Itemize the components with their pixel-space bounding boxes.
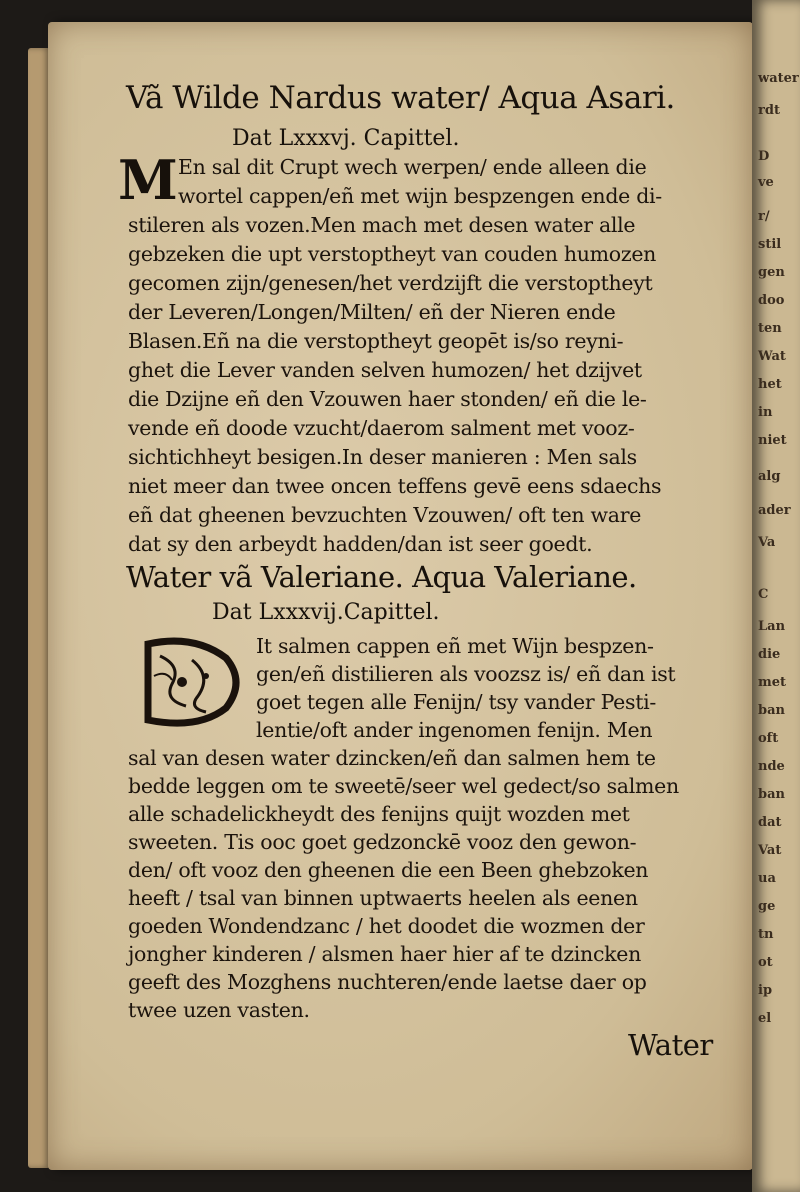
text-line: ghet die Lever vanden selven humozen/ het dzijvet: [128, 358, 642, 382]
section-heading-wilde-nardus: Vã Wilde Nardus water/ Aqua Asari.: [126, 80, 675, 116]
adjacent-page-fragment: C: [758, 587, 769, 602]
adjacent-page-fragment: in: [758, 405, 773, 420]
text-line: goet tegen alle Fenijn/ tsy vander Pesti-: [256, 690, 657, 714]
adjacent-page-fragment: tn: [758, 927, 774, 942]
adjacent-page-fragment: ban: [758, 703, 785, 718]
adjacent-page-fragment: met: [758, 675, 787, 690]
text-line: bedde leggen om te sweetē/seer wel gedect/so salmen: [128, 774, 679, 798]
adjacent-page-fragment: ip: [758, 983, 773, 998]
section-heading-valeriane: Water vã Valeriane. Aqua Valeriane.: [126, 560, 637, 594]
text-line: die Dzijne eñ den Vzouwen haer stonden/ eñ die le-: [128, 387, 647, 411]
text-line: stileren als vozen.Men mach met desen water alle: [128, 213, 636, 237]
adjacent-page-fragment: Vat: [758, 843, 782, 858]
adjacent-page-fragment: ua: [758, 871, 776, 886]
adjacent-page-fragment: dat: [758, 815, 782, 830]
text-line: dat sy den arbeydt hadden/dan ist seer goedt.: [128, 532, 593, 556]
text-line: It salmen cappen eñ met Wijn bespzen-: [256, 634, 654, 658]
chapter-heading-86: Dat Lxxxvj. Capittel.: [232, 126, 460, 151]
drop-cap-m: M: [118, 148, 178, 212]
adjacent-page-fragment: het: [758, 377, 782, 392]
catchword: Water: [628, 1028, 713, 1062]
page-edge: [28, 48, 50, 1168]
text-line: goeden Wondendzanc / het doodet die wozmen der: [128, 914, 645, 938]
text-line: vende eñ doode vzucht/daerom salment met vooz-: [128, 416, 635, 440]
text-line: eñ dat gheenen bevzuchten Vzouwen/ oft ten ware: [128, 503, 642, 527]
text-line: alle schadelickheydt des fenijns quijt wozden met: [128, 802, 630, 826]
adjacent-page-fragment: ot: [758, 955, 773, 970]
adjacent-page-fragment: Lan: [758, 619, 786, 634]
text-line: geeft des Mozghens nuchteren/ende laetse daer op: [128, 970, 647, 994]
ornamental-drop-cap-d: [142, 636, 246, 728]
adjacent-page-fragment: alg: [758, 469, 781, 484]
text-line: sweeten. Tis ooc goet gedzonckē vooz den gewon-: [128, 830, 637, 854]
adjacent-page-fragment: ban: [758, 787, 785, 802]
adjacent-page-fragment: nde: [758, 759, 785, 774]
adjacent-page-fragment: niet: [758, 433, 787, 448]
adjacent-page-fragment: r/: [758, 209, 770, 224]
text-line: En sal dit Crupt wech werpen/ ende alleen die: [178, 155, 647, 179]
adjacent-page-fragment: ader: [758, 503, 791, 518]
adjacent-page-fragment: stil: [758, 237, 782, 252]
text-line: twee uzen vasten.: [128, 998, 310, 1022]
adjacent-page-strip: [752, 0, 800, 1192]
adjacent-page-fragment: ve: [758, 175, 774, 190]
adjacent-page-fragment: die: [758, 647, 781, 662]
adjacent-page-fragment: Va: [758, 535, 776, 550]
text-line: Blasen.Eñ na die verstoptheyt geopēt is/so reyni-: [128, 329, 624, 353]
adjacent-page-fragment: rdt: [758, 103, 780, 118]
adjacent-page-fragment: gen: [758, 265, 785, 280]
text-line: heeft / tsal van binnen uptwaerts heelen als eenen: [128, 886, 638, 910]
adjacent-page-fragment: el: [758, 1011, 772, 1026]
text-line: niet meer dan twee oncen teffens gevē eens sdaechs: [128, 474, 662, 498]
text-line: jongher kinderen / alsmen haer hier af te dzincken: [128, 942, 641, 966]
text-line: gen/eñ distilieren als voozsz is/ eñ dan ist: [256, 662, 676, 686]
adjacent-page-fragment: doo: [758, 293, 785, 308]
adjacent-page-fragment: oft: [758, 731, 779, 746]
adjacent-page-fragment: water: [758, 71, 799, 86]
text-line: gecomen zijn/genesen/het verdzijft die verstoptheyt: [128, 271, 653, 295]
text-line: gebzeken die upt verstoptheyt van couden humozen: [128, 242, 657, 266]
text-line: lentie/oft ander ingenomen fenijn. Men: [256, 718, 653, 742]
adjacent-page-fragment: D: [758, 149, 770, 164]
text-line: sal van desen water dzincken/eñ dan salmen hem te: [128, 746, 656, 770]
chapter-heading-87: Dat Lxxxvij.Capittel.: [212, 600, 440, 625]
adjacent-page-fragment: ten: [758, 321, 782, 336]
adjacent-page-fragment: Wat: [758, 349, 786, 364]
text-line: der Leveren/Longen/Milten/ eñ der Nieren ende: [128, 300, 616, 324]
text-line: sichtichheyt besigen.In deser manieren : Men sals: [128, 445, 637, 469]
text-line: den/ oft vooz den gheenen die een Been ghebzoken: [128, 858, 649, 882]
text-line: wortel cappen/eñ met wijn bespzengen ende di-: [178, 184, 662, 208]
adjacent-page-fragment: ge: [758, 899, 776, 914]
